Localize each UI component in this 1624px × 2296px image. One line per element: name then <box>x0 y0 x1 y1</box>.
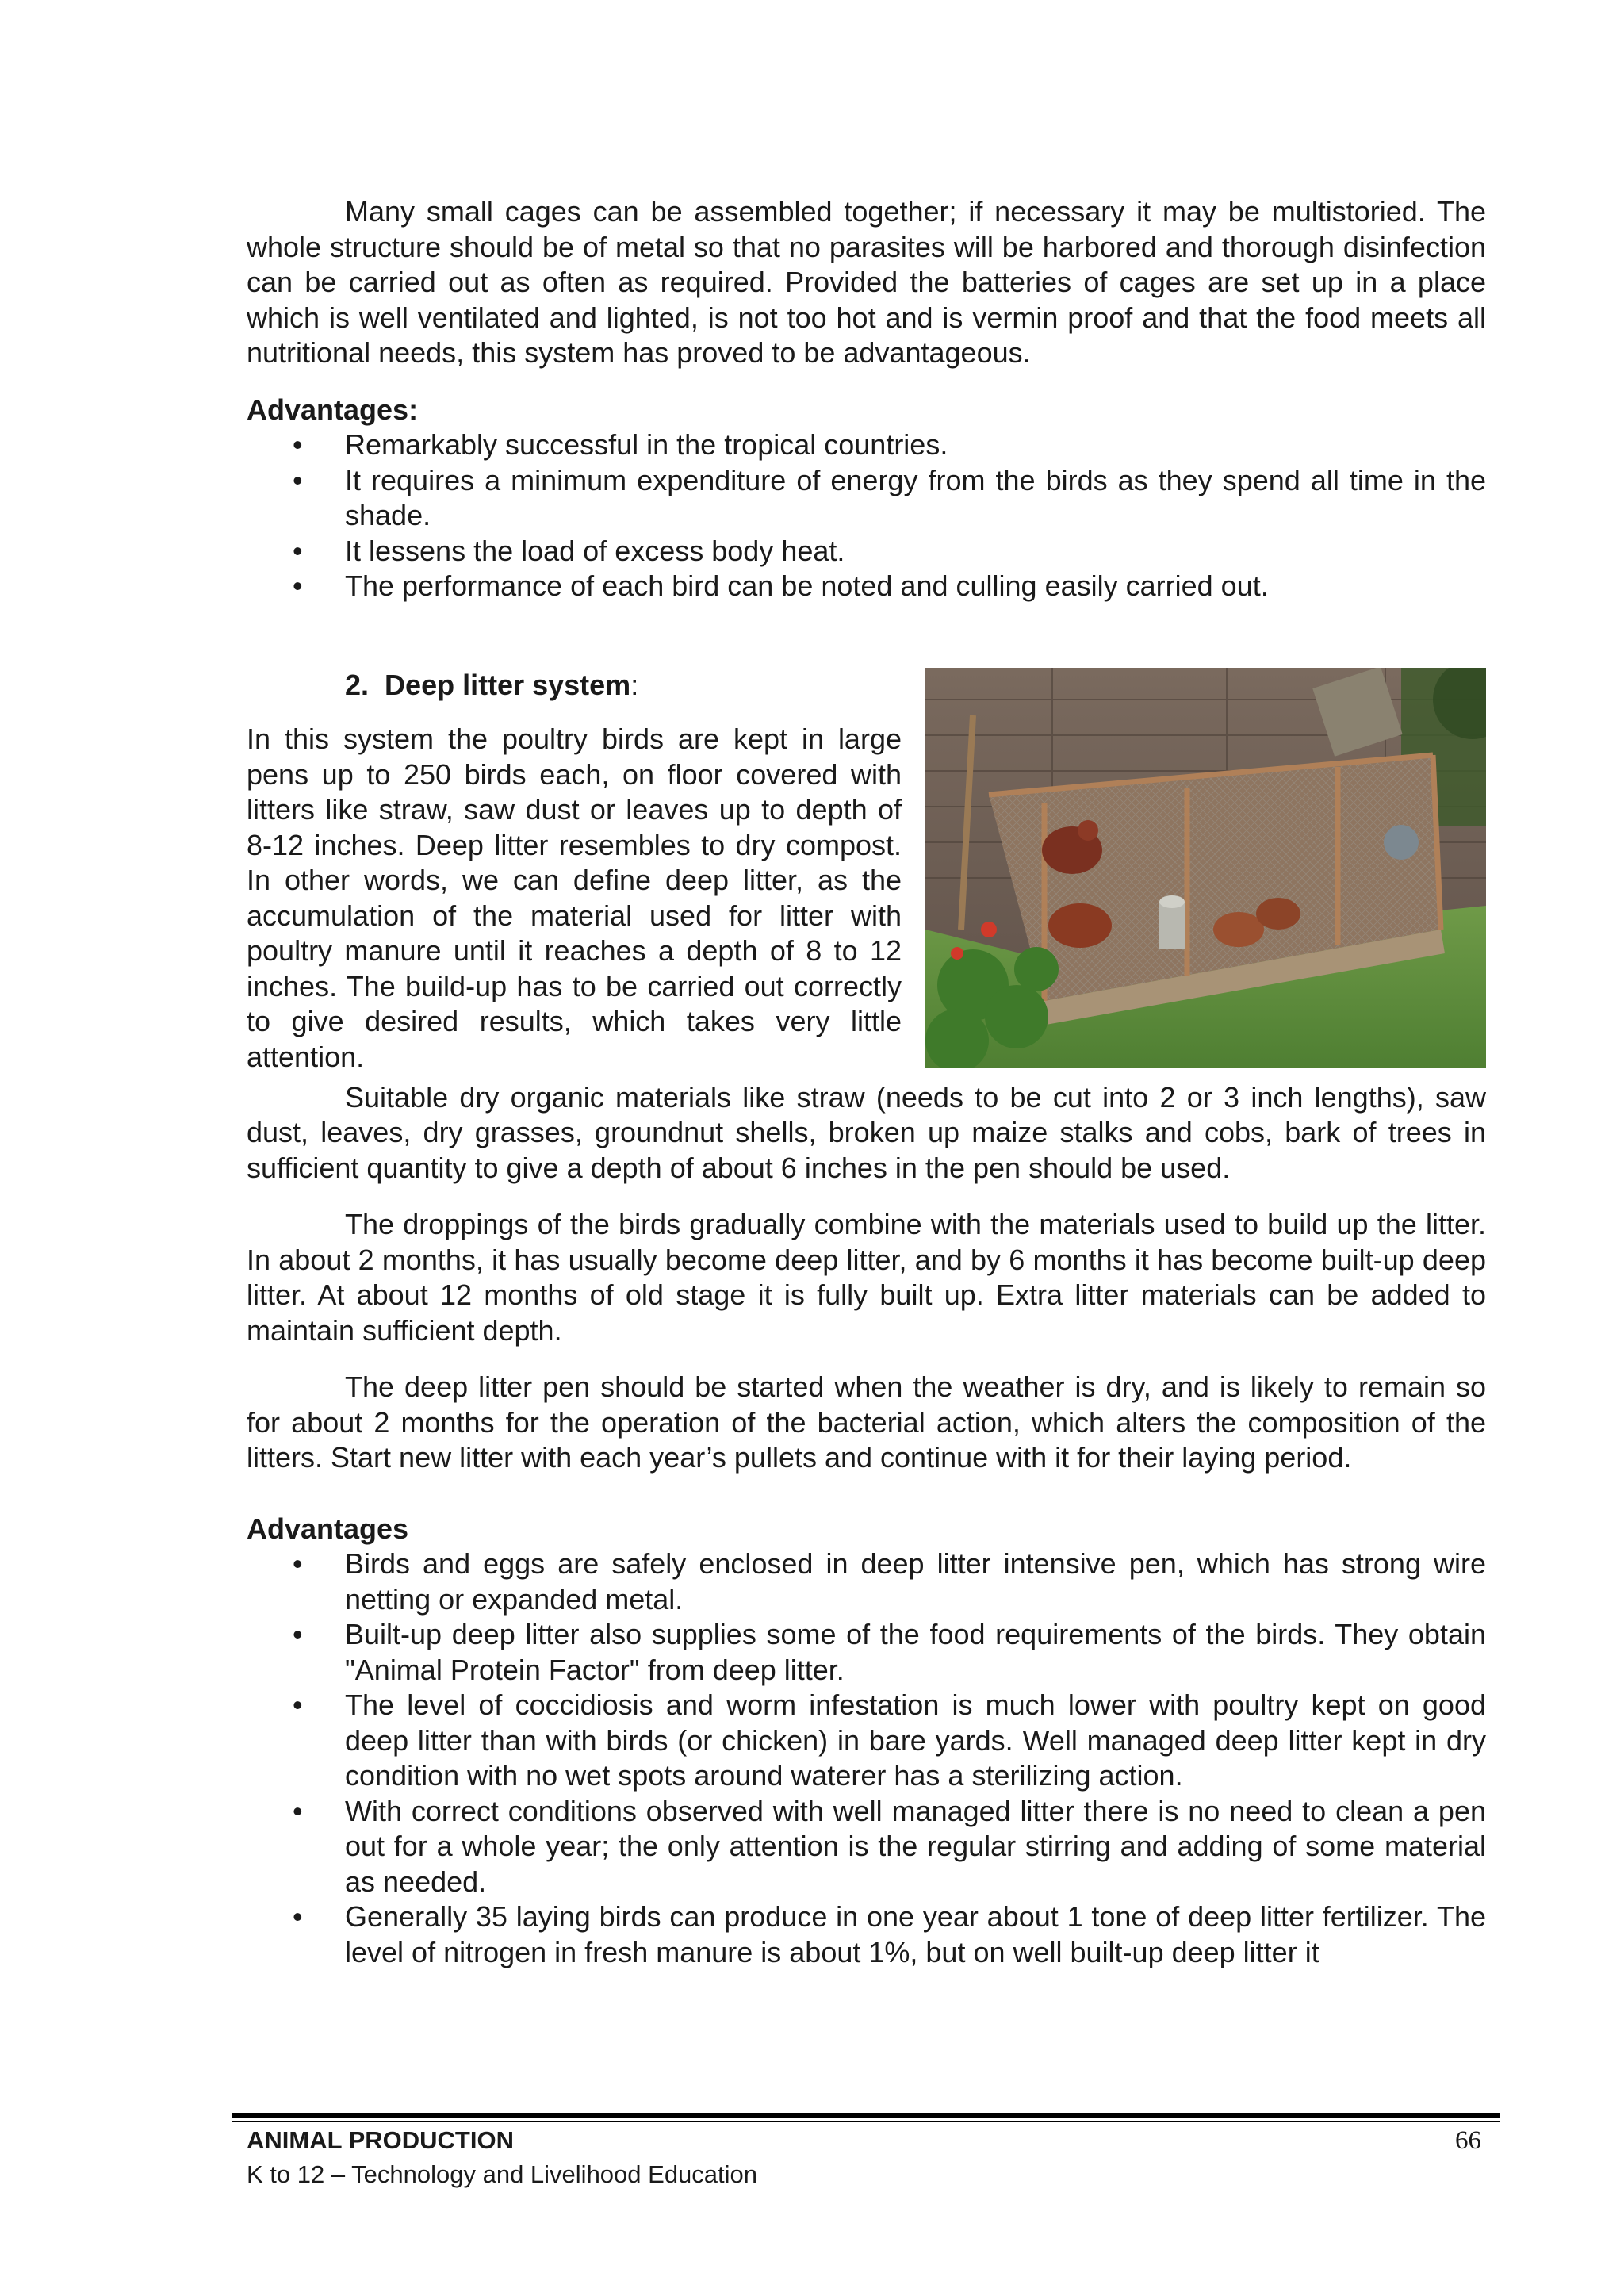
materials-paragraph: Suitable dry organic materials like straw (needs to be cut into 2 or 3 inch lengths), saw dust, leaves, dry grasses, groundnut shells, broken up maize stalks and cobs, bark of trees in sufficient quantity to give a depth of about 6 inches in the pen should be used. <box>247 1080 1486 1184</box>
advantages-list-2 <box>247 1547 1486 1970</box>
deep-litter-paragraph: In this system the poultry birds are kept in large pens up to 250 birds each, on floor covered with litters like straw, saw dust or leaves up to depth of 8-12 inches. Deep litter resembles to dry compost. In other words, we can define deep litter, as the accumulation of the material used for litter with poultry manure until it reaches a depth of 8 to 12 inches. The build-up has to be carried out correctly to give desired results, which takes very little attention. <box>247 723 902 1073</box>
intro-paragraph: Many small cages can be assembled together; if necessary it may be multistoried. The whole structure should be of metal so that no parasites will be harbored and thorough disinfection can be carried out as often as required. Provided the batteries of cages are set up in a place which is well ventilated and lighted, is not too hot and is vermin proof and that the food meets all nutritional needs, this system has proved to be advantageous. <box>247 195 1486 369</box>
section-number: 2. <box>345 668 370 701</box>
deep-litter-section <box>247 668 1486 1080</box>
advantages-list-1 <box>247 427 1486 604</box>
section-title: Deep litter system <box>385 668 631 701</box>
advantages-heading-2: Advantages <box>247 1512 409 1545</box>
bullet-icon: • <box>293 1547 303 1580</box>
page-number: 66 <box>1455 2126 1481 2155</box>
list-item: • It requires a minimum expenditure of energy from the birds as they spend all time in the shade. <box>293 463 1486 531</box>
footer-title: ANIMAL PRODUCTION <box>247 2126 514 2154</box>
bullet-icon: • <box>293 1900 303 1933</box>
section-heading: 2. Deep litter system: <box>345 668 639 701</box>
droppings-paragraph: The droppings of the birds gradually combine with the materials used to build up the litter. In about 2 months, it has usually become deep litter, and by 6 months it has become built-up deep litter. At about 12 months of old stage it is fully built up. Extra litter materials can be added to maintain sufficient depth. <box>247 1208 1486 1347</box>
bullet-icon: • <box>293 534 303 567</box>
list-item: • It lessens the load of excess body heat. <box>247 534 1486 569</box>
footer-divider <box>232 2113 1500 2118</box>
footer-subtitle: K to 12 – Technology and Livelihood Education <box>247 2160 758 2188</box>
list-item: • Generally 35 laying birds can produce in one year about 1 tone of deep litter fertilizer. The level of nitrogen in fresh manure is about 1%, but on well built-up deep litter it <box>293 1900 1486 1968</box>
page-content <box>247 194 1486 1970</box>
advantages-heading-1: Advantages: <box>247 393 419 426</box>
list-item: • Remarkably successful in the tropical countries. <box>247 427 1486 463</box>
footer-divider-thin <box>232 2121 1500 2122</box>
list-item: • Built-up deep litter also supplies some of the food requirements of the birds. They obtain "Animal Protein Factor" from deep litter. <box>293 1618 1486 1686</box>
bullet-icon: • <box>293 1794 303 1827</box>
list-item: • With correct conditions observed with well managed litter there is no need to clean a pen out for a whole year; the only attention is the regular stirring and adding of some material as needed. <box>293 1794 1486 1898</box>
bullet-icon: • <box>293 1618 303 1650</box>
bullet-icon: • <box>293 463 303 496</box>
bullet-icon: • <box>293 1688 303 1721</box>
bullet-icon: • <box>293 569 303 602</box>
weather-paragraph: The deep litter pen should be started when the weather is dry, and is likely to remain so for about 2 months for the operation of the bacterial action, which alters the composition of the litters. Start new litter with each year’s pullets and continue with it for their laying period. <box>247 1370 1486 1474</box>
list-item: • Birds and eggs are safely enclosed in deep litter intensive pen, which has strong wire netting or expanded metal. <box>293 1547 1486 1616</box>
list-item: • The performance of each bird can be noted and culling easily carried out. <box>247 569 1486 604</box>
list-item: • The level of coccidiosis and worm infestation is much lower with poultry kept on good deep litter than with birds (or chicken) in bare yards. Well managed deep litter kept in dry condition with no wet spots around waterer has a sterilizing action. <box>293 1688 1486 1792</box>
deep-litter-text <box>247 668 902 1075</box>
chicken-coop-photo <box>925 668 1486 1068</box>
bullet-icon: • <box>293 428 303 461</box>
